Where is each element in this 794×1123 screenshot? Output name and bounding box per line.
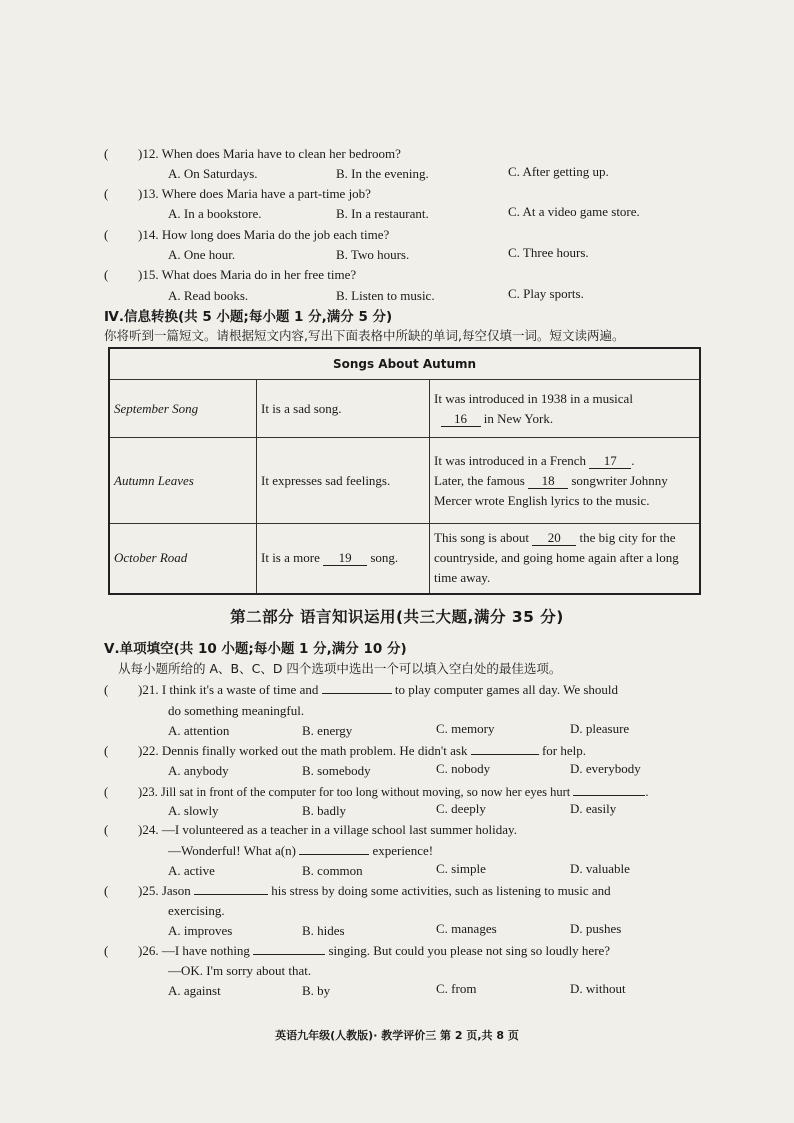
songs-table (108, 347, 701, 595)
option-24a: A. active (168, 863, 215, 878)
option-21c: C. memory (436, 721, 495, 736)
question-24-reply: —Wonderful! What a(n) experience! (168, 843, 434, 858)
song-name: Autumn Leaves (109, 438, 257, 524)
option-21a: A. attention (168, 723, 230, 738)
blank-22[interactable] (471, 741, 539, 755)
option-26c: C. from (436, 981, 477, 996)
song-name: October Road (109, 524, 257, 594)
option-12c: C. After getting up. (508, 164, 609, 179)
option-15c: C. Play sports. (508, 286, 584, 301)
question-14: ( )14. How long does Maria do the job each time? (104, 227, 390, 242)
blank-26[interactable] (253, 941, 325, 955)
option-23b: B. badly (302, 803, 347, 818)
option-24c: C. simple (436, 861, 486, 876)
section-5-instruction: 从每小题所给的 A、B、C、D 四个选项中选出一个可以填入空白处的最佳选项。 (118, 661, 562, 676)
option-26b: B. by (302, 983, 331, 998)
blank-19[interactable]: 19 (323, 550, 367, 566)
option-25c: C. manages (436, 921, 497, 936)
blank-24[interactable] (299, 841, 369, 855)
song-name: September Song (109, 380, 257, 438)
song-info: It was introduced in a French 17 . Later, the famous 18 songwriter Johnny Mercer wrote English lyrics to the music. (430, 438, 701, 524)
option-14a: A. One hour. (168, 247, 236, 262)
option-23a: A. slowly (168, 803, 219, 818)
song-description: It expresses sad feelings. (257, 438, 430, 524)
table-title: Songs About Autumn (109, 348, 700, 380)
option-25d: D. pushes (570, 921, 622, 936)
song-description: It is a sad song. (257, 380, 430, 438)
question-26-reply: —OK. I'm sorry about that. (168, 963, 312, 978)
song-description: It is a more 19 song. (257, 524, 430, 594)
option-24b: B. common (302, 863, 363, 878)
question-15: ( )15. What does Maria do in her free time? (104, 267, 357, 282)
option-26d: D. without (570, 981, 626, 996)
question-24: ( )24. —I volunteered as a teacher in a village school last summer holiday. (104, 822, 517, 837)
option-13c: C. At a video game store. (508, 204, 640, 219)
blank-16[interactable]: 16 (441, 411, 481, 427)
option-25b: B. hides (302, 923, 345, 938)
option-13a: A. In a bookstore. (168, 206, 262, 221)
option-22d: D. everybody (570, 761, 641, 776)
section-5-heading: Ⅴ.单项填空(共 10 小题;每小题 1 分,满分 10 分) (104, 641, 407, 657)
option-22c: C. nobody (436, 761, 491, 776)
blank-20[interactable]: 20 (532, 530, 576, 546)
question-21: ( )21. I think it's a waste of time and to play computer games all day. We should (104, 682, 619, 697)
option-22b: B. somebody (302, 763, 371, 778)
question-21-continued: do something meaningful. (168, 703, 305, 718)
question-25: ( )25. Jason his stress by doing some activities, such as listening to music and (104, 883, 611, 898)
option-14c: C. Three hours. (508, 245, 589, 260)
option-21d: D. pleasure (570, 721, 630, 736)
question-13: ( )13. Where does Maria have a part-time job? (104, 186, 371, 201)
option-26a: A. against (168, 983, 221, 998)
part-2-title: 第二部分 语言知识运用(共三大题,满分 35 分) (230, 608, 564, 626)
page-footer: 英语九年级(人教版)· 教学评价三 第 2 页,共 8 页 (275, 1029, 519, 1042)
question-22: ( )22. Dennis finally worked out the math problem. He didn't ask for help. (104, 743, 587, 758)
song-info: This song is about 20 the big city for the countryside, and going home again after a long time away. (430, 524, 701, 594)
blank-23[interactable] (573, 782, 645, 796)
option-14b: B. Two hours. (336, 247, 410, 262)
section-4-heading: Ⅳ.信息转换(共 5 小题;每小题 1 分,满分 5 分) (104, 309, 393, 325)
question-23: ( )23. Jill sat in front of the computer for too long without moving, so now her eyes hurt . (104, 782, 649, 801)
option-12a: A. On Saturdays. (168, 166, 258, 181)
option-15b: B. Listen to music. (336, 288, 435, 303)
section-4-instruction: 你将听到一篇短文。请根据短文内容,写出下面表格中所缺的单词,每空仅填一词。短文读两遍。 (104, 328, 625, 343)
option-12b: B. In the evening. (336, 166, 429, 181)
question-12: ( )12. When does Maria have to clean her bedroom? (104, 146, 401, 161)
option-15a: A. Read books. (168, 288, 249, 303)
option-24d: D. valuable (570, 861, 630, 876)
question-25-continued: exercising. (168, 903, 225, 918)
option-21b: B. energy (302, 723, 353, 738)
option-22a: A. anybody (168, 763, 229, 778)
blank-21[interactable] (322, 680, 392, 694)
option-23d: D. easily (570, 801, 617, 816)
option-13b: B. In a restaurant. (336, 206, 429, 221)
option-23c: C. deeply (436, 801, 486, 816)
song-info: It was introduced in 1938 in a musical 16 in New York. (430, 380, 701, 438)
blank-25[interactable] (194, 881, 268, 895)
option-25a: A. improves (168, 923, 233, 938)
blank-17[interactable]: 17 (589, 453, 631, 469)
blank-18[interactable]: 18 (528, 473, 568, 489)
question-26: ( )26. —I have nothing singing. But could you please not sing so loudly here? (104, 943, 611, 958)
